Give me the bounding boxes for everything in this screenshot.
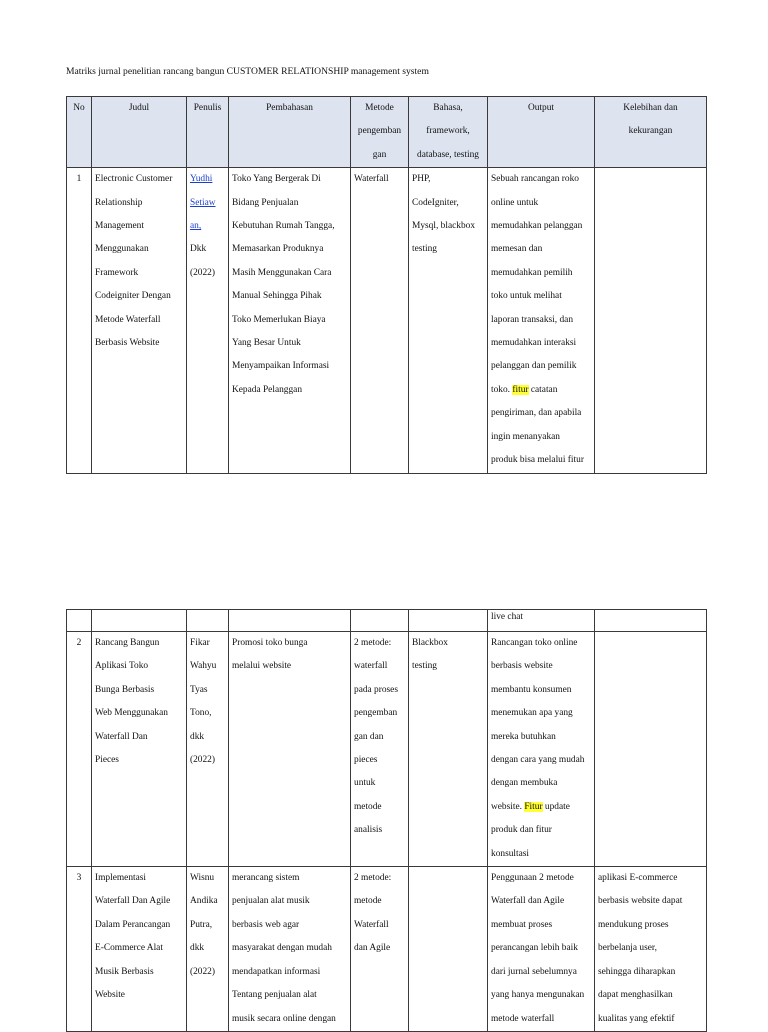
header-metode: Metode pengemban gan — [351, 97, 409, 168]
cell-pembahasan: merancang sistem penjualan alat musik berbasis web agar masyarakat dengan mudah mendapatkan informasi Tentang penjualan alat musik secara online dengan — [229, 867, 351, 1032]
cell-judul: Implementasi Waterfall Dan Agile Dalam Perancangan E-Commerce Alat Musik Berbasis Website — [92, 867, 187, 1032]
table-header-row — [67, 97, 707, 168]
cell-bahasa — [409, 610, 488, 632]
cell-output — [488, 168, 595, 473]
journal-matrix-table-continued — [66, 609, 707, 1032]
table-row — [67, 632, 707, 867]
cell-output: Penggunaan 2 metode Waterfall dan Agile membuat proses perancangan lebih baik dari jurnal sebelumnya yang hanya mengunakan metode waterfall — [488, 867, 595, 1032]
table-row — [67, 867, 707, 1032]
highlighted-term: Fitur — [524, 801, 543, 812]
output-text-rest: catatan pengiriman, dan apabila ingin menanyakan produk bisa melalui fitur — [491, 384, 584, 466]
cell-penulis — [187, 168, 229, 473]
header-pembahasan: Pembahasan — [229, 97, 351, 168]
document-title: Matriks jurnal penelitian rancang bangun CUSTOMER RELATIONSHIP management system — [66, 66, 429, 77]
highlighted-term: fitur — [512, 384, 529, 395]
cell-penulis — [187, 610, 229, 632]
cell-penulis: Fikar Wahyu Tyas Tono, dkk (2022) — [187, 632, 229, 867]
cell-bahasa — [409, 867, 488, 1032]
cell-kelebihan — [595, 632, 707, 867]
cell-no: 2 — [67, 632, 92, 867]
cell-metode: Waterfall — [351, 168, 409, 473]
cell-metode: 2 metode: waterfall pada proses pengemban gan dan pieces untuk metode analisis — [351, 632, 409, 867]
cell-output — [488, 632, 595, 867]
cell-kelebihan — [595, 168, 707, 473]
header-judul: Judul — [92, 97, 187, 168]
cell-kelebihan — [595, 610, 707, 632]
header-no: No — [67, 97, 92, 168]
header-bahasa: Bahasa, framework, database, testing — [409, 97, 488, 168]
author-link[interactable]: Yudhi Setiaw an, — [190, 174, 216, 232]
header-output: Output — [488, 97, 595, 168]
author-suffix: Dkk (2022) — [190, 244, 215, 278]
output-text: Sebuah rancangan roko online untuk memudahkan pelanggan memesan dan memudahkan pemilih toko untuk melihat laporan transaksi, dan memudahkan interaksi pelanggan dan pemilik toko. — [491, 174, 583, 395]
output-text: Rancangan toko online berbasis website membantu konsumen menemukan apa yang mereka butuhkan dengan cara yang mudah dengan membuka website. — [491, 638, 585, 812]
cell-metode — [351, 610, 409, 632]
header-penulis: Penulis — [187, 97, 229, 168]
cell-pembahasan: Toko Yang Bergerak Di Bidang Penjualan Kebutuhan Rumah Tangga, Memasarkan Produknya Masih Menggunakan Cara Manual Sehingga Pihak Toko Memerlukan Biaya Yang Besar Untuk Menyampaikan Informasi Kepada Pelanggan — [229, 168, 351, 473]
table-row-continuation — [67, 610, 707, 632]
cell-bahasa: PHP, CodeIgniter, Mysql, blackbox testing — [409, 168, 488, 473]
table-row — [67, 168, 707, 473]
cell-penulis: Wisnu Andika Putra, dkk (2022) — [187, 867, 229, 1032]
cell-no — [67, 610, 92, 632]
cell-bahasa: Blackbox testing — [409, 632, 488, 867]
cell-judul: Rancang Bangun Aplikasi Toko Bunga Berbasis Web Menggunakan Waterfall Dan Pieces — [92, 632, 187, 867]
cell-pembahasan: Promosi toko bunga melalui website — [229, 632, 351, 867]
cell-judul: Electronic Customer Relationship Management Menggunakan Framework Codeigniter Dengan Metode Waterfall Berbasis Website — [92, 168, 187, 473]
cell-metode: 2 metode: metode Waterfall dan Agile — [351, 867, 409, 1032]
cell-pembahasan — [229, 610, 351, 632]
cell-output: live chat — [488, 610, 595, 632]
cell-no: 1 — [67, 168, 92, 473]
journal-matrix-table — [66, 96, 707, 474]
cell-judul — [92, 610, 187, 632]
output-text-rest: update produk dan fitur konsultasi — [491, 801, 570, 859]
cell-kelebihan: aplikasi E-commerce berbasis website dapat mendukung proses berbelanja user, sehingga diharapkan dapat menghasilkan kualitas yang efektif — [595, 867, 707, 1032]
header-kelebihan: Kelebihan dan kekurangan — [595, 97, 707, 168]
cell-no: 3 — [67, 867, 92, 1032]
